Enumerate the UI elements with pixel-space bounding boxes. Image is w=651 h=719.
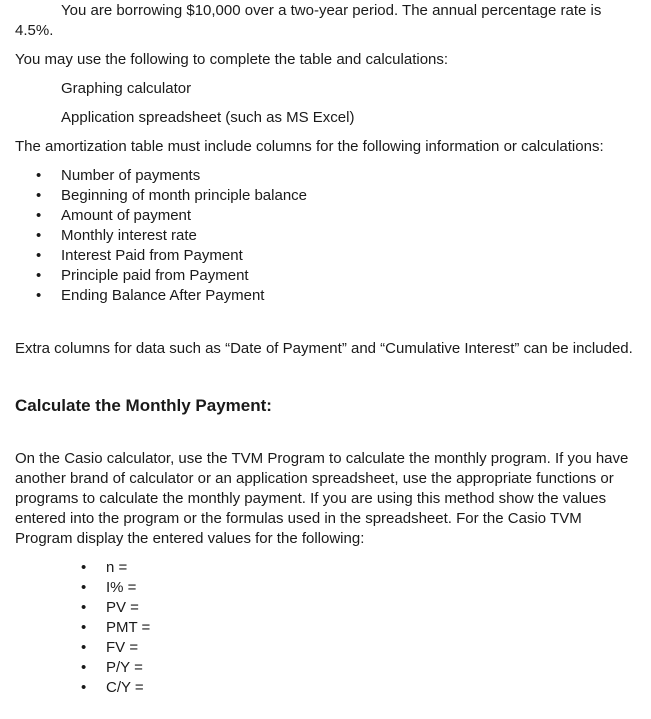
list-item <box>15 578 635 598</box>
list-item-label: PV = <box>106 599 139 616</box>
list-item-label: n = <box>106 559 128 576</box>
bullet-icon: • <box>36 227 42 244</box>
casio-instructions-paragraph: On the Casio calculator, use the TVM Program to calculate the monthly program. If you have another brand of calculator or an application spreadsheet, use the appropriate functions or programs to calculate the monthly payment. If you are using this method show the values entered into the program or the formulas used in the spreadsheet. For the Casio TVM Program display the entered values for the following: <box>15 450 629 547</box>
bullet-icon: • <box>36 247 42 264</box>
list-item-label: Ending Balance After Payment <box>61 287 265 304</box>
list-item-label: I% = <box>106 579 137 596</box>
list-item <box>15 206 635 226</box>
list-item <box>15 286 635 306</box>
tool-item-graphing-calculator: Graphing calculator <box>61 80 192 97</box>
bullet-icon: • <box>81 659 87 676</box>
section-heading: Calculate the Monthly Payment: <box>15 396 272 415</box>
tool-item-spreadsheet: Application spreadsheet (such as MS Excel) <box>61 109 355 126</box>
list-item <box>15 186 635 206</box>
bullet-icon: • <box>81 679 87 696</box>
bullet-icon: • <box>81 619 87 636</box>
bullet-icon: • <box>36 167 42 184</box>
bullet-icon: • <box>81 579 87 596</box>
list-item <box>15 226 635 246</box>
bullet-icon: • <box>36 267 42 284</box>
tvm-values-list <box>15 558 635 698</box>
intro-paragraph: You are borrowing $10,000 over a two-year period. The annual percentage rate is 4.5%. <box>15 2 602 39</box>
list-item <box>15 558 635 578</box>
extra-columns-paragraph: Extra columns for data such as “Date of Payment” and “Cumulative Interest” can be included. <box>15 340 633 357</box>
list-item <box>15 638 635 658</box>
list-item-label: Amount of payment <box>61 207 192 224</box>
bullet-icon: • <box>36 187 42 204</box>
list-item-label: Monthly interest rate <box>61 227 197 244</box>
columns-intro-paragraph: The amortization table must include columns for the following information or calculations: <box>15 138 604 155</box>
list-item-label: PMT = <box>106 619 151 636</box>
list-item <box>15 678 635 698</box>
required-columns-list <box>15 166 635 306</box>
list-item-label: C/Y = <box>106 679 144 696</box>
document-page <box>15 0 635 698</box>
bullet-icon: • <box>81 559 87 576</box>
bullet-icon: • <box>36 207 42 224</box>
tools-intro-paragraph: You may use the following to complete the table and calculations: <box>15 51 449 68</box>
bullet-icon: • <box>81 639 87 656</box>
list-item-label: P/Y = <box>106 659 143 676</box>
list-item <box>15 658 635 678</box>
list-item-label: Principle paid from Payment <box>61 267 249 284</box>
list-item <box>15 266 635 286</box>
list-item <box>15 618 635 638</box>
list-item-label: Beginning of month principle balance <box>61 187 307 204</box>
list-item-label: Interest Paid from Payment <box>61 247 243 264</box>
list-item <box>15 598 635 618</box>
list-item-label: Number of payments <box>61 167 201 184</box>
list-item <box>15 246 635 266</box>
bullet-icon: • <box>36 287 42 304</box>
list-item <box>15 166 635 186</box>
bullet-icon: • <box>81 599 87 616</box>
list-item-label: FV = <box>106 639 139 656</box>
